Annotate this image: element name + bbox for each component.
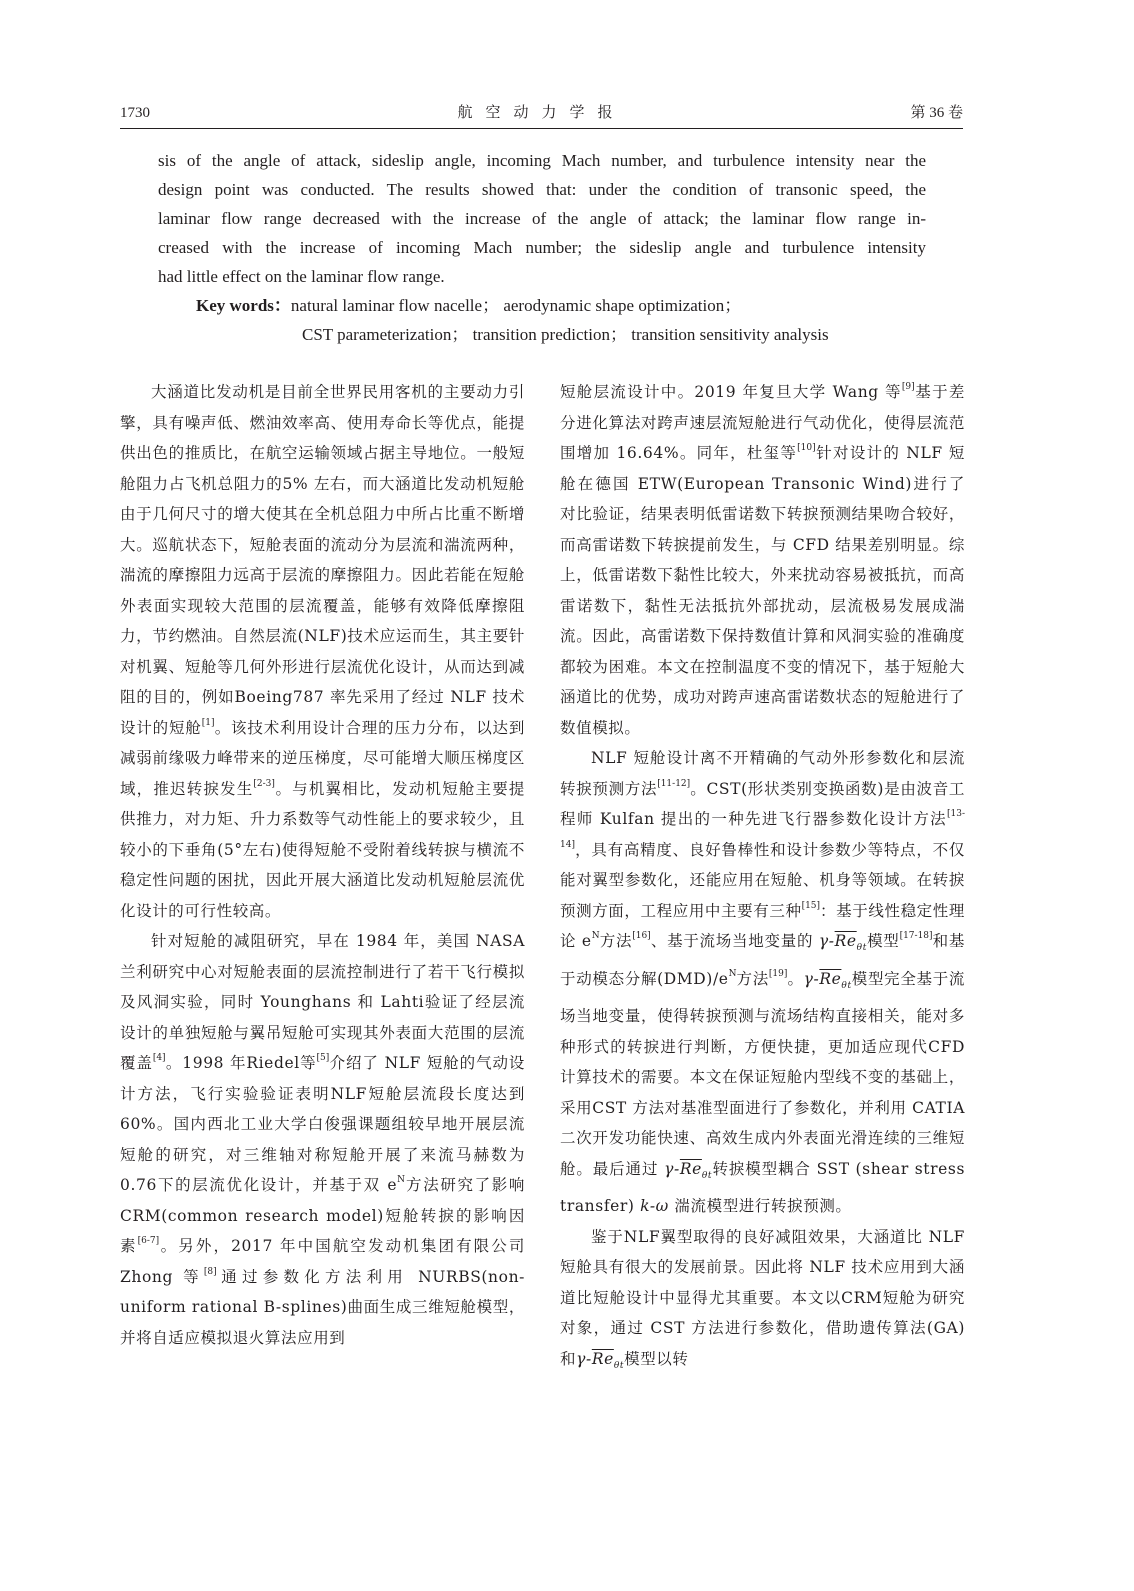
body-text: 。与机翼相比，发动机短舱主要提供推力，对力矩、升力系数等气动性能上的要求较少，且较小的下垂角(5°左右)使得短舱不受附着线转捩与横流不稳定性问题的困扰，因此开展大涵道比发动机短舱层流优化设计的可行性较高。 (120, 779, 525, 920)
body-text: 大涵道比发动机是目前全世界民用客机的主要动力引擎，具有噪声低、燃油效率高、使用寿命长等优点，能提供出色的推质比，在航空运输领域占据主导地位。一般短舱阻力占飞机总阻力的5% 左右，而大涵道比发动机短舱由于几何尺寸的增大使其在全机总阻力中所占比重不断增大。巡航状态下，短舱表面的流动分为层流和湍流两种，湍流的摩擦阻力远高于层流的摩擦阻力。因此若能在短舱外表面实现较大范围的层流覆盖，能够有效降低摩擦阻力，节约燃油。自然层流(NLF)技术应运而生，其主要针对机翼、短舱等几何外形进行层流优化设计，从而达到减阻的目的，例如Boeing787 率先采用了经过 NLF 技术设计的短舱 (120, 383, 525, 737)
running-head (120, 102, 963, 129)
citation: [17-18] (899, 931, 933, 941)
body-text: 湍流模型进行转捩预测。 (668, 1197, 852, 1216)
paragraph (560, 743, 965, 1222)
body-text: 介绍了 NLF 短舱的气动设计方法，飞行实验验证表明NLF短舱层流段长度达到60%。国内西北工业大学白俊强课题组较早地开展层流短舱的研究，对三维轴对称短舱开展了来流马赫数为0.76下的层流优化设计，并基于双 e (120, 1054, 525, 1194)
body-text: 。该技术利用设计合理的压力分布，以达到减弱前缘吸力峰带来的逆压梯度，尽可能增大顺压梯度区域，推迟转捩发生 (120, 718, 525, 798)
keywords-line-2: CST parameterization； transition prediction； transition sensitivity analysis (302, 325, 829, 344)
keywords-label: Key words： (196, 296, 291, 315)
gamma-symbol: γ- (818, 932, 835, 950)
body-text: 。CST(形状类别变换函数)是由波音工程师 Kulfan 提出的一种先进飞行器参数化设计方法 (560, 779, 966, 828)
page-number: 1730 (120, 105, 150, 121)
gamma-symbol: γ- (576, 1349, 592, 1368)
re-symbol: $\overline{Re}$ (591, 1349, 614, 1368)
re-subscript: θt (856, 943, 867, 954)
superscript-n: N (397, 1175, 406, 1185)
volume-label: 第 36 卷 (910, 105, 963, 121)
body-text: 方法研究了影响 CRM(common research model)短舱转捩的影响因素 (120, 1176, 526, 1255)
body-text: 针对设计的 NLF 短舱在德国 ETW(European Transonic Wind)进行了对比验证，结果表明低雷诺数下转捩预测结果吻合较好，而高雷诺数下转捩提前发生，与 CFD 结果差别明显。综上，低雷诺数下黏性比较大，外来扰动容易被抵抗，而高雷诺数下，黏性无法抵抗外部扰动，层流极易发展成湍流。因此，高雷诺数下保持数值计算和风洞实验的准确度都较为困难。本文在控制温度不变的情况下，基于短舱大涵道比的优势，成功对跨声速高雷诺数状态的短舱进行了数值模拟。 (560, 444, 965, 737)
body-text: 、基于流场当地变量的 (650, 932, 819, 950)
re-symbol: $\overline{Re}$ (679, 1159, 702, 1178)
citation: [6-7] (137, 1236, 160, 1246)
paragraph (560, 377, 965, 743)
body-text: 模型完全基于流场当地变量，使得转捩预测与流场结构直接相关，能对多种形式的转捩进行判断，方便快捷，更加适应现代CFD计算技术的需要。本文在保证短舱内型线不变的基础上，采用CST 方法对基准型面进行了参数化，并利用 CATIA 二次开发功能快速、高效生成内外表面光滑连续的三维短舱。最后通过 (560, 969, 965, 1178)
gamma-symbol: γ- (664, 1159, 680, 1178)
re-subscript: θt (841, 980, 852, 991)
journal-title: 航空动力学报 (457, 105, 626, 121)
citation: [16] (632, 931, 651, 941)
citation: [10] (797, 443, 816, 453)
abstract-continuation (158, 146, 926, 291)
citation: [9] (901, 382, 915, 392)
citation: [11-12] (657, 778, 691, 789)
body-text: 和基于动模态分解(DMD)/e (560, 932, 966, 988)
re-symbol: $\overline{Re}$ (819, 969, 842, 988)
citation: [4] (152, 1053, 166, 1063)
re-subscript: θt (701, 1170, 713, 1181)
re-symbol: $\overline{Re}$ (834, 932, 857, 950)
body-text: 。1998 年Riedel等 (165, 1054, 317, 1072)
body-text: 鉴于NLF翼型取得的良好减阻效果，大涵道比 NLF 短舱具有很大的发展前景。因此将 NLF 技术应用到大涵道比短舱设计中显得尤其重要。本文以CRM短舱为研究对象，通过 CST 方法进行参数化，借助遗传算法(GA)和 (560, 1227, 965, 1368)
body-text: NLF 短舱设计离不开精确的气动外形参数化和层流转捩预测方法 (560, 749, 965, 798)
re-subscript: θt (613, 1360, 625, 1371)
superscript-n: N (728, 968, 737, 979)
body-text: 基于差分进化算法对跨声速层流短舱进行气动优化，使得层流范围增加 16.64%。同年，杜玺等 (560, 383, 965, 462)
citation: [8] (203, 1266, 217, 1277)
gamma-symbol: γ- (803, 969, 820, 988)
body-text: ，具有高精度、良好鲁棒性和设计参数少等特点，不仅能对翼型参数化，还能应用在短舱、机身等领域。在转捩预测方面，工程应用中主要有三种 (560, 840, 965, 920)
body-text: 。另外，2017 年中国航空发动机集团有限公司 Zhong 等 (120, 1237, 525, 1286)
k-omega-symbol: k-ω (640, 1197, 669, 1216)
body-text: ：基于线性稳定性理论 e (560, 901, 965, 950)
citation: [5] (316, 1053, 330, 1063)
citation: [13-14] (560, 809, 965, 850)
body-text: 方法 (736, 969, 769, 988)
body-text: 模型以转 (624, 1349, 689, 1368)
body-text: 方法 (599, 932, 633, 950)
body-text: 。 (787, 969, 804, 988)
abstract-line: laminar flow range decreased with the increase of the angle of attack; the laminar flow range in- (158, 209, 926, 228)
body-text: 模型 (866, 932, 900, 950)
citation: [1] (201, 717, 215, 728)
keywords (196, 291, 926, 349)
right-column (560, 377, 965, 1381)
body-text: 针对短舱的减阻研究，早在 1984 年，美国 NASA 兰利研究中心对短舱表面的层流控制进行了若干飞行模拟及风洞实验，同时 Younghans 和 Lahti验证了经层流设计的单独短舱与翼吊短舱可实现其外表面大范围的层流覆盖 (120, 932, 525, 1072)
abstract-line: design point was conducted. The results showed that: under the condition of transonic speed, the (158, 180, 926, 199)
body-text: 转捩模型耦合 SST (shear stress transfer) (560, 1159, 965, 1216)
abstract-line: had little effect on the laminar flow range. (158, 267, 445, 286)
abstract-line: creased with the increase of incoming Mach number; the sideslip angle and turbulence intensity (158, 238, 926, 257)
citation: [2-3] (253, 778, 275, 789)
paragraph (560, 1222, 965, 1382)
body-text: 短舱层流设计中。2019 年复旦大学 Wang 等 (560, 383, 902, 401)
citation: [15] (801, 900, 821, 911)
citation: [19] (768, 968, 788, 979)
paragraph (120, 377, 525, 926)
paragraph (120, 926, 525, 1353)
superscript-n: N (591, 931, 600, 941)
body-text: 通过参数化方法利用 NURBS(non-uniform rational B-splines)曲面生成三维短舱模型，并将自适应模拟退火算法应用到 (120, 1267, 525, 1347)
keywords-line-1: natural laminar flow nacelle； aerodynamic shape optimization； (290, 296, 742, 315)
abstract-line: sis of the angle of attack, sideslip angle, incoming Mach number, and turbulence intensity near the (158, 151, 926, 170)
left-column (120, 377, 525, 1353)
